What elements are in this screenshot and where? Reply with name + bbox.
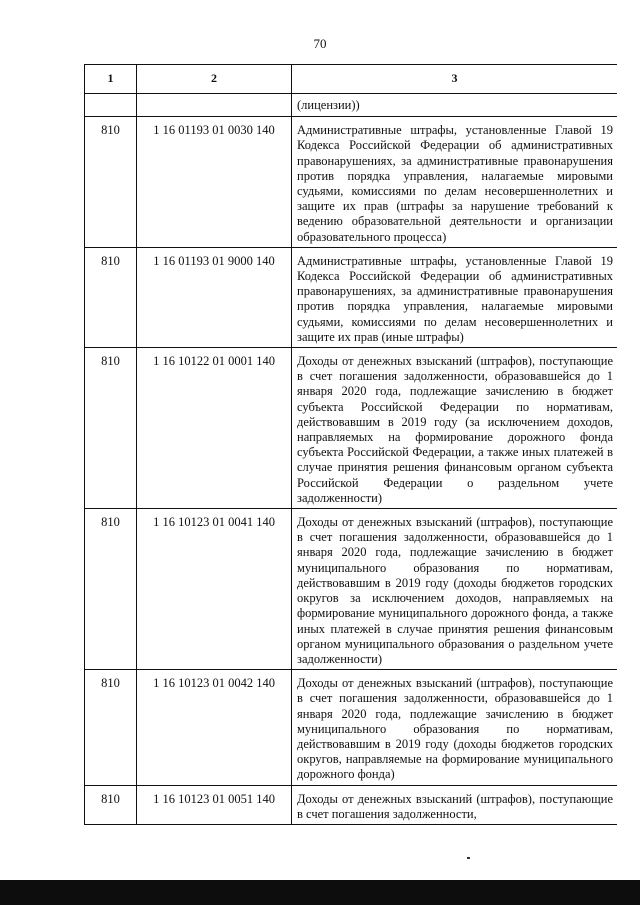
revenue-description: Административные штрафы, установленные Главой 19 Кодекса Российской Федерации об административных правонарушениях, за административные правонарушения против порядка управления, налагаемые мировыми судьями, комиссиями по делам несовершеннолетних и защите их прав (штрафы за нарушение требований к ведению образовательной деятельности и организации образовательного процесса) (292, 117, 618, 248)
header-col-2: 2 (137, 65, 292, 94)
continuation-text: (лицензии)) (292, 94, 618, 117)
revenue-description: Доходы от денежных взысканий (штрафов), поступающие в счет погашения задолженности, образовавшейся до 1 января 2020 года, подлежащие зачислению в бюджет муниципального образования по нормативам, действовавшим в 2019 году (доходы бюджетов городских округов, направляемые на формирование муниципального дорожного фонда) (292, 670, 618, 785)
kbk-code: 1 16 01193 01 0030 140 (137, 117, 292, 248)
admin-code: 810 (85, 670, 137, 785)
kbk-code: 1 16 10123 01 0041 140 (137, 509, 292, 670)
revenue-description: Доходы от денежных взысканий (штрафов), поступающие в счет погашения задолженности, образовавшейся до 1 января 2020 года, подлежащие зачислению в бюджет субъекта Российской Федерации по нормативам, действовавшим в 2019 году (за исключением доходов, направляемых на формирование дорожного фонда субъекта Российской Федерации, а также иных платежей в случае принятия решения финансовым органом субъекта Российской Федерации о раздельном учете задолженности) (292, 348, 618, 509)
kbk-code: 1 16 01193 01 9000 140 (137, 247, 292, 347)
table-row (85, 247, 618, 347)
admin-code: 810 (85, 509, 137, 670)
continuation-row (85, 94, 618, 117)
kbk-code: 1 16 10122 01 0001 140 (137, 348, 292, 509)
scan-edge-bar (0, 880, 640, 905)
revenue-description: Доходы от денежных взысканий (штрафов), поступающие в счет погашения задолженности, (292, 785, 618, 824)
continuation-col2 (137, 94, 292, 117)
header-col-1: 1 (85, 65, 137, 94)
header-col-3: 3 (292, 65, 618, 94)
admin-code: 810 (85, 247, 137, 347)
continuation-col1 (85, 94, 137, 117)
admin-code: 810 (85, 117, 137, 248)
table-header-row (85, 65, 618, 94)
table-row (85, 670, 618, 785)
revenue-codes-table (84, 64, 617, 825)
table-row (85, 348, 618, 509)
table-row (85, 785, 618, 824)
page-number: 70 (313, 36, 327, 51)
scan-speck (467, 857, 470, 859)
admin-code: 810 (85, 348, 137, 509)
table-row (85, 509, 618, 670)
revenue-description: Доходы от денежных взысканий (штрафов), поступающие в счет погашения задолженности, образовавшейся до 1 января 2020 года, подлежащие зачислению в бюджет муниципального образования по нормативам, действовавшим в 2019 году (доходы бюджетов городских округов за исключением доходов, направляемых на формирование муниципального дорожного фонда, а также иных платежей в случае принятия решения финансовым органом муниципального образования о раздельном учете задолженности) (292, 509, 618, 670)
kbk-code: 1 16 10123 01 0051 140 (137, 785, 292, 824)
kbk-code: 1 16 10123 01 0042 140 (137, 670, 292, 785)
revenue-description: Административные штрафы, установленные Главой 19 Кодекса Российской Федерации об административных правонарушениях, за административные правонарушения против порядка управления, налагаемые мировыми судьями, комиссиями по делам несовершеннолетних и защите их прав (иные штрафы) (292, 247, 618, 347)
admin-code: 810 (85, 785, 137, 824)
table-container (84, 64, 617, 846)
table-row (85, 117, 618, 248)
